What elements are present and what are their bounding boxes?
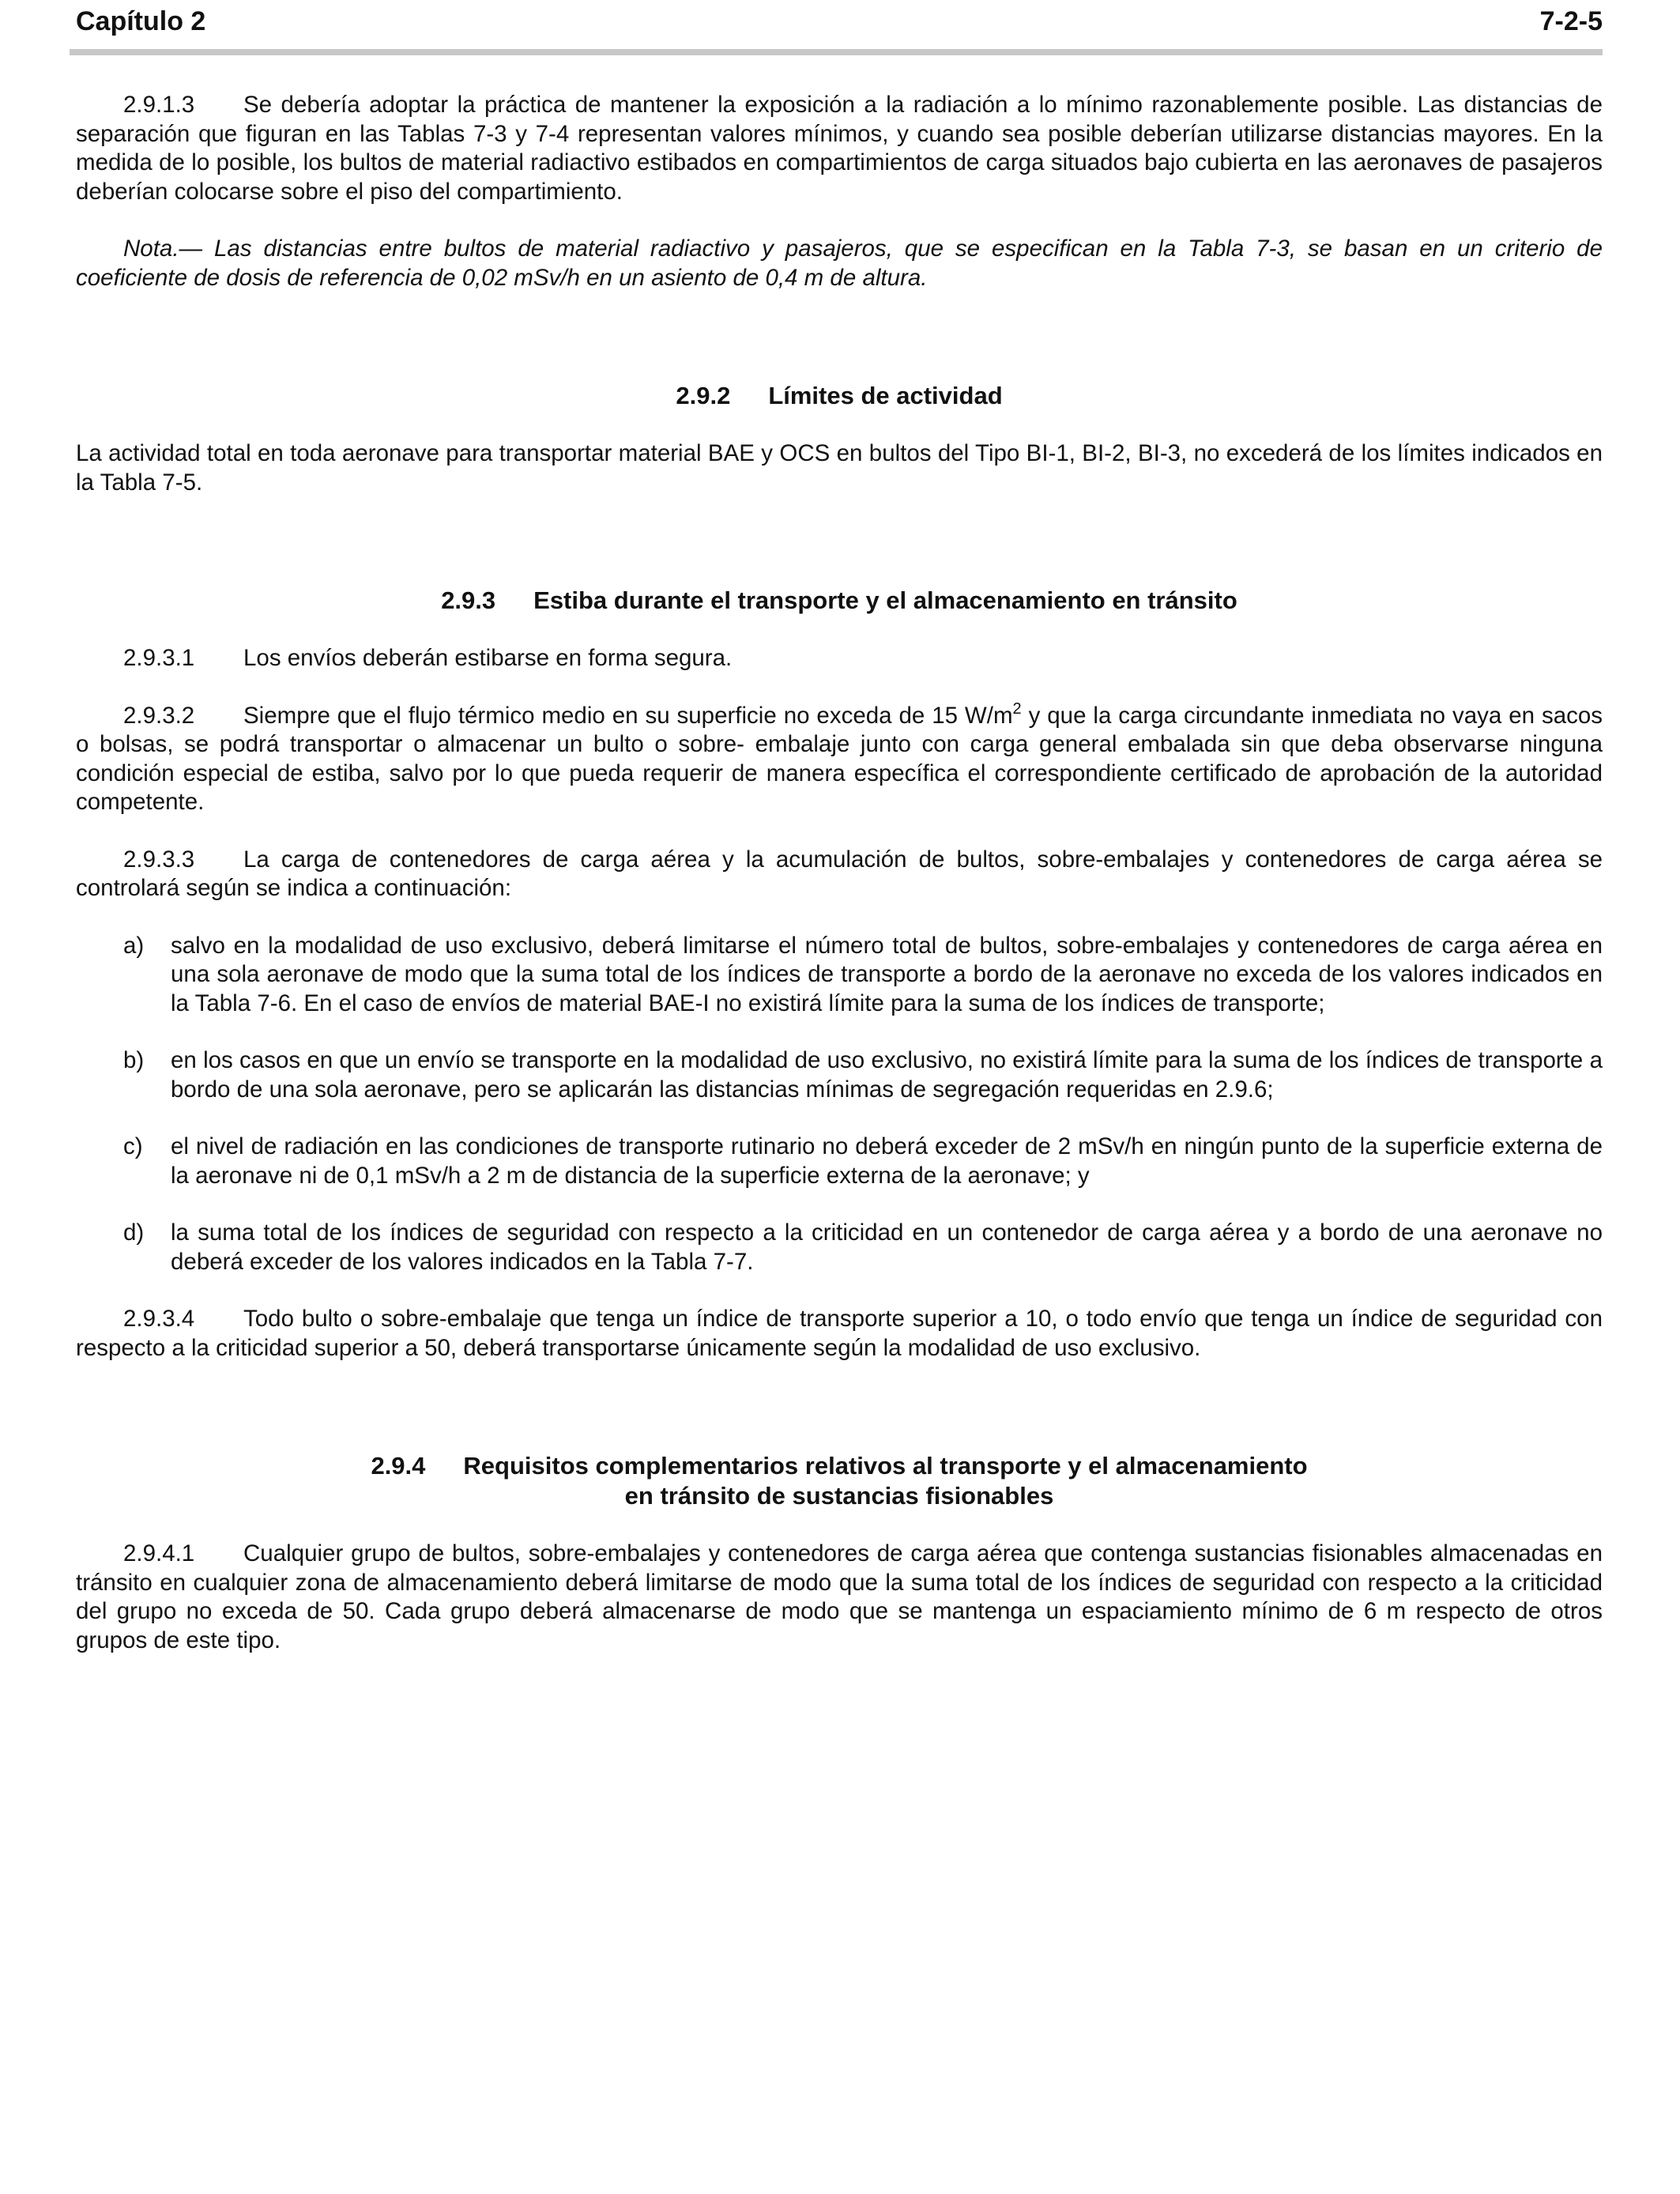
list-text: la suma total de los índices de seguridad con respecto a la criticidad en un contenedor de carga aérea y a bordo de una aeronave no deberá exceder de los valores indicados en la Tabla 7-7. xyxy=(171,1220,1603,1275)
header-rule xyxy=(70,49,1603,55)
list-label: d) xyxy=(123,1220,145,1246)
paragraph-number: 2.9.3.3 xyxy=(123,846,195,873)
list-label: b) xyxy=(123,1047,145,1073)
list-item-b xyxy=(76,1046,1603,1104)
list-item-d xyxy=(76,1219,1603,1276)
paragraph-2-9-4-1 xyxy=(76,1540,1603,1655)
section-title: Estiba durante el transporte y el almacenamiento en tránsito xyxy=(533,586,1237,614)
paragraph-text: Todo bulto o sobre-embalaje que tenga un índice de transporte superior a 10, o todo envío que tenga un índice de seguridad con respecto a la criticidad superior a 50, deberá transportarse únicamente según la modalidad de uso exclusivo. xyxy=(76,1306,1603,1361)
list-text: en los casos en que un envío se transporte en la modalidad de uso exclusivo, no existirá límite para la suma de los índices de transporte a bordo de una sola aeronave, pero se aplicarán las distancias mínimas de segregación requeridas en 2.9.6; xyxy=(171,1047,1603,1103)
list-text: el nivel de radiación en las condiciones de transporte rutinario no deberá exceder de 2 mSv/h en ningún punto de la superficie externa de la aeronave ni de 0,1 mSv/h a 2 m de distancia de la superficie externa de la aeronave; y xyxy=(171,1133,1603,1189)
section-heading-2-9-3 xyxy=(76,586,1603,616)
paragraph-text: Cualquier grupo de bultos, sobre-embalajes y contenedores de carga aérea que contenga sustancias fisionables almacenadas en tránsito en cualquier zona de almacenamiento deberá limitarse de modo que la suma total de los índices de seguridad con respecto a la criticidad del grupo no exceda de 50. Cada grupo deberá almacenarse de modo que se mantenga un espaciamiento mínimo de 6 m respecto de otros grupos de este tipo. xyxy=(76,1540,1603,1653)
section-heading-2-9-2 xyxy=(76,381,1603,411)
list-item-a xyxy=(76,932,1603,1019)
paragraph-text: La actividad total en toda aeronave para transportar material BAE y OCS en bultos del Tipo BI-1, BI-2, BI-3, no excederá de los límites indicados en la Tabla 7-5. xyxy=(76,440,1603,496)
section-number: 2.9.3 xyxy=(441,586,496,614)
paragraph-2-9-3-4 xyxy=(76,1305,1603,1363)
list-label: a) xyxy=(123,932,145,959)
paragraph-text: Los envíos deberán estibarse en forma segura. xyxy=(243,645,733,671)
list-item-c xyxy=(76,1133,1603,1190)
paragraph-2-9-3-2 xyxy=(76,699,1603,817)
paragraph-2-9-2 xyxy=(76,439,1603,497)
paragraph-number: 2.9.3.4 xyxy=(123,1306,195,1332)
paragraph-text-end: y que la carga circundante inmediata no vaya en sacos o bolsas, se podrá transportar o almacenar un bulto o sobre- embalaje junto con carga general embalada sin que deba observarse ninguna condición especial de estiba, salvo por lo que pueda requerir de manera específica el correspondiente certificado de aprobación de la autoridad competente. xyxy=(76,702,1603,815)
chapter-title: Capítulo 2 xyxy=(76,6,206,36)
note-lead: Nota.— xyxy=(123,236,203,262)
page-number: 7-2-5 xyxy=(1539,6,1603,36)
paragraph-text: La carga de contenedores de carga aérea y la acumulación de bultos, sobre-embalajes y contenedores de carga aérea se controlará según se indica a continuación: xyxy=(76,846,1603,901)
note-paragraph xyxy=(76,235,1603,292)
section-title-line-2: en tránsito de sustancias fisionables xyxy=(624,1482,1054,1510)
list-text: salvo en la modalidad de uso exclusivo, deberá limitarse el número total de bultos, sobre-embalajes y contenedores de carga aérea en una sola aeronave de modo que la suma total de los índices de transporte a bordo de la aeronave no exceda de los valores indicados en la Tabla 7-6. En el caso de envíos de material BAE-I no existirá límite para la suma de los índices de transporte; xyxy=(171,932,1603,1016)
page-header xyxy=(76,5,1603,38)
paragraph-2-9-1-3 xyxy=(76,91,1603,206)
paragraph-number: 2.9.3.1 xyxy=(123,645,195,671)
superscript: 2 xyxy=(1012,699,1022,718)
section-title-line-1: Requisitos complementarios relativos al transporte y el almacenamiento xyxy=(463,1452,1308,1480)
paragraph-2-9-3-3 xyxy=(76,846,1603,903)
paragraph-text-start: Siempre que el flujo térmico medio en su superficie no exceda de 15 W/m xyxy=(243,702,1013,729)
section-number: 2.9.4 xyxy=(371,1452,426,1480)
note-text: Las distancias entre bultos de material radiactivo y pasajeros, que se especifican en la Tabla 7-3, se basan en un criterio de coeficiente de dosis de referencia de 0,02 mSv/h en un asiento de 0,4 m de altura. xyxy=(76,236,1603,291)
paragraph-number: 2.9.4.1 xyxy=(123,1540,195,1566)
section-number: 2.9.2 xyxy=(676,382,731,409)
paragraph-number: 2.9.1.3 xyxy=(123,92,195,118)
list-label: c) xyxy=(123,1133,143,1159)
section-title: Límites de actividad xyxy=(768,382,1003,409)
paragraph-2-9-3-1 xyxy=(76,644,1603,673)
page-content xyxy=(76,91,1603,1655)
document-page xyxy=(76,0,1603,2194)
paragraph-text: Se debería adoptar la práctica de mantener la exposición a la radiación a lo mínimo razonablemente posible. Las distancias de separación que figuran en las Tablas 7-3 y 7-4 representan valores mínimos, y cuando sea posible deberían utilizarse distancias mayores. En la medida de lo posible, los bultos de material radiactivo estibados en compartimientos de carga situados bajo cubierta en las aeronaves de pasajeros deberían colocarse sobre el piso del compartimiento. xyxy=(76,92,1603,205)
section-heading-2-9-4 xyxy=(76,1451,1603,1511)
paragraph-number: 2.9.3.2 xyxy=(123,702,195,729)
